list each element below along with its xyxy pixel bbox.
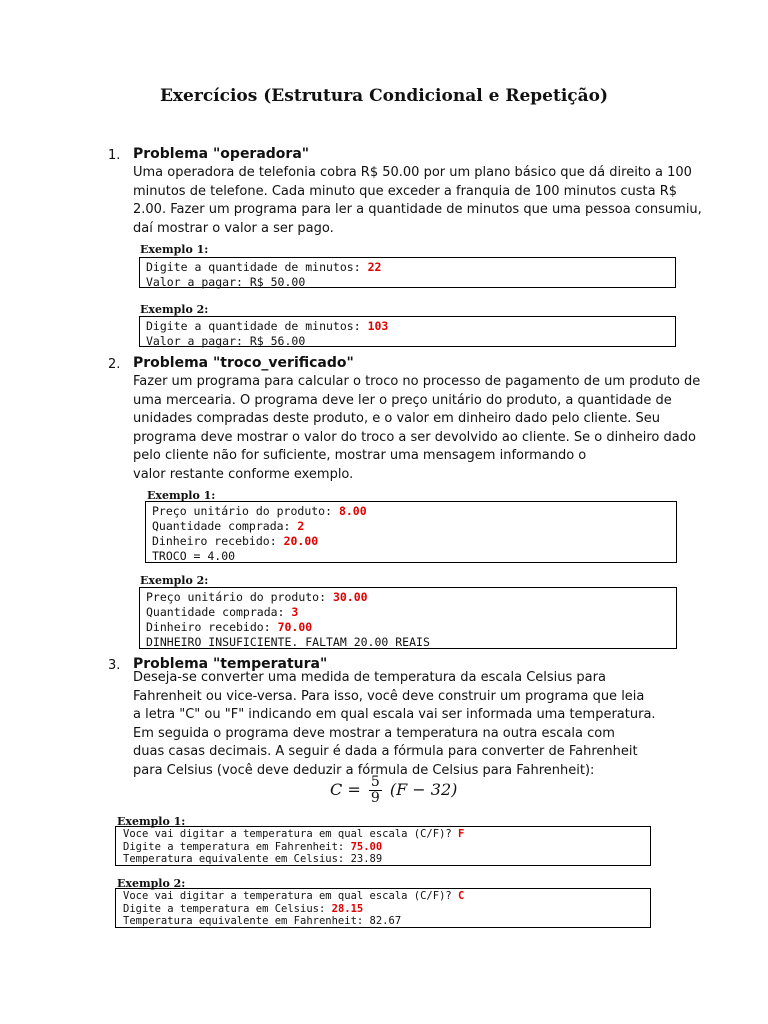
problem-1-number: 1.: [108, 148, 121, 163]
problem-2-description: [133, 373, 700, 484]
description-line: programa deve mostrar o valor do troco a ser devolvido ao cliente. Se o dinheiro dado: [133, 429, 696, 445]
console-line: Preço unitário do produto: 8.00: [152, 504, 367, 518]
description-line: uma mercearia. O programa deve ler o preço unitário do produto, a quantidade de: [133, 392, 672, 408]
description-line: daí mostrar o valor a ser pago.: [133, 220, 334, 236]
example-label: Exemplo 2:: [140, 303, 209, 316]
description-line: Fazer um programa para calcular o troco no processo de pagamento de um produto de: [133, 374, 701, 389]
console-line: DINHEIRO INSUFICIENTE. FALTAM 20.00 REAIS: [146, 635, 430, 649]
description-line: unidades compradas deste produto, e o valor em dinheiro dado pelo cliente. Seu: [133, 411, 661, 426]
description-line: valor restante conforme exemplo.: [133, 466, 354, 482]
console-output-box: [139, 587, 677, 649]
console-line: Digite a quantidade de minutos: 103: [146, 319, 389, 333]
console-line: Quantidade comprada: 3: [146, 605, 299, 619]
description-line: minutos de telefone. Cada minuto que exceder a franquia de 100 minutos custa R$: [133, 183, 678, 199]
formula-lhs: C =: [330, 780, 361, 799]
description-line: pelo cliente não for suficiente, mostrar uma mensagem informando o: [133, 448, 587, 463]
formula-numerator: 5: [370, 774, 380, 790]
description-line: Deseja-se converter uma medida de temperatura da escala Celsius para: [133, 670, 606, 685]
user-input: 30.00: [332, 590, 368, 604]
description-line: 2.00. Fazer um programa para ler a quantidade de minutos que uma pessoa consumiu,: [133, 202, 702, 217]
example-label: Exemplo 1:: [117, 815, 186, 828]
page-title: Exercícios (Estrutura Condicional e Repetição): [159, 86, 609, 106]
example-label: Exemplo 1:: [140, 243, 209, 256]
problem-3-description: [133, 669, 656, 780]
description-line: duas casas decimais. A seguir é dada a fórmula para converter de Fahrenheit: [133, 744, 638, 759]
user-input: 20.00: [283, 534, 319, 548]
example-label: Exemplo 1:: [147, 489, 216, 502]
description-line: Em seguida o programa deve mostrar a temperatura na outra escala com: [133, 725, 615, 741]
problem-3-title: Problema "temperatura": [133, 656, 328, 672]
example-label: Exemplo 2:: [140, 574, 209, 587]
description-line: Fahrenheit ou vice-versa. Para isso, você deve construir um programa que leia: [133, 688, 645, 704]
console-line: Temperatura equivalente em Celsius: 23.89: [123, 853, 383, 865]
console-line: Digite a quantidade de minutos: 22: [146, 260, 382, 274]
console-output-box: [115, 888, 651, 928]
console-output-box: [139, 257, 676, 288]
console-line: Voce vai digitar a temperatura em qual escala (C/F)? F: [123, 828, 465, 840]
console-line: Preço unitário do produto: 30.00: [146, 590, 368, 604]
user-input: 2: [297, 519, 305, 533]
example-label: Exemplo 2:: [117, 877, 186, 890]
user-input: 28.15: [331, 902, 364, 915]
conversion-formula: [330, 775, 457, 806]
console-output-box: [145, 501, 677, 563]
console-line: Digite a temperatura em Fahrenheit: 75.00: [123, 840, 383, 853]
console-line: Valor a pagar: R$ 56.00: [146, 334, 306, 348]
user-input: 103: [367, 319, 389, 333]
console-line: Valor a pagar: R$ 50.00: [146, 275, 306, 289]
console-line: Voce vai digitar a temperatura em qual escala (C/F)? C: [123, 890, 465, 902]
console-line: Dinheiro recebido: 20.00: [152, 534, 319, 548]
description-line: Uma operadora de telefonia cobra R$ 50.00 por um plano básico que dá direito a 100: [133, 165, 692, 180]
console-line: Dinheiro recebido: 70.00: [146, 620, 313, 634]
problem-3-number: 3.: [108, 658, 121, 673]
formula-rhs: (F − 32): [389, 780, 458, 799]
user-input: 8.00: [338, 504, 367, 518]
problem-2-number: 2.: [108, 357, 121, 372]
user-input: F: [458, 828, 465, 840]
console-line: Digite a temperatura em Celsius: 28.15: [123, 902, 364, 915]
user-input: C: [458, 890, 465, 902]
user-input: 22: [367, 260, 382, 274]
description-line: a letra "C" ou "F" indicando em qual escala vai ser informada uma temperatura.: [133, 707, 656, 722]
console-line: TROCO = 4.00: [152, 549, 236, 563]
console-output-box: [139, 316, 676, 347]
problem-2-title: Problema "troco_verificado": [133, 355, 354, 371]
description-line: para Celsius (você deve deduzir a fórmula de Celsius para Fahrenheit):: [133, 762, 595, 778]
formula-fraction: [369, 775, 382, 806]
problem-1-description: [133, 164, 702, 238]
console-output-box: [115, 826, 651, 866]
user-input: 3: [291, 605, 299, 619]
console-line: Quantidade comprada: 2: [152, 519, 305, 533]
console-line: Temperatura equivalente em Fahrenheit: 82.67: [123, 915, 402, 927]
user-input: 75.00: [350, 840, 383, 853]
problem-1-title: Problema "operadora": [133, 146, 310, 162]
formula-denominator: 9: [370, 790, 380, 806]
user-input: 70.00: [277, 620, 313, 634]
